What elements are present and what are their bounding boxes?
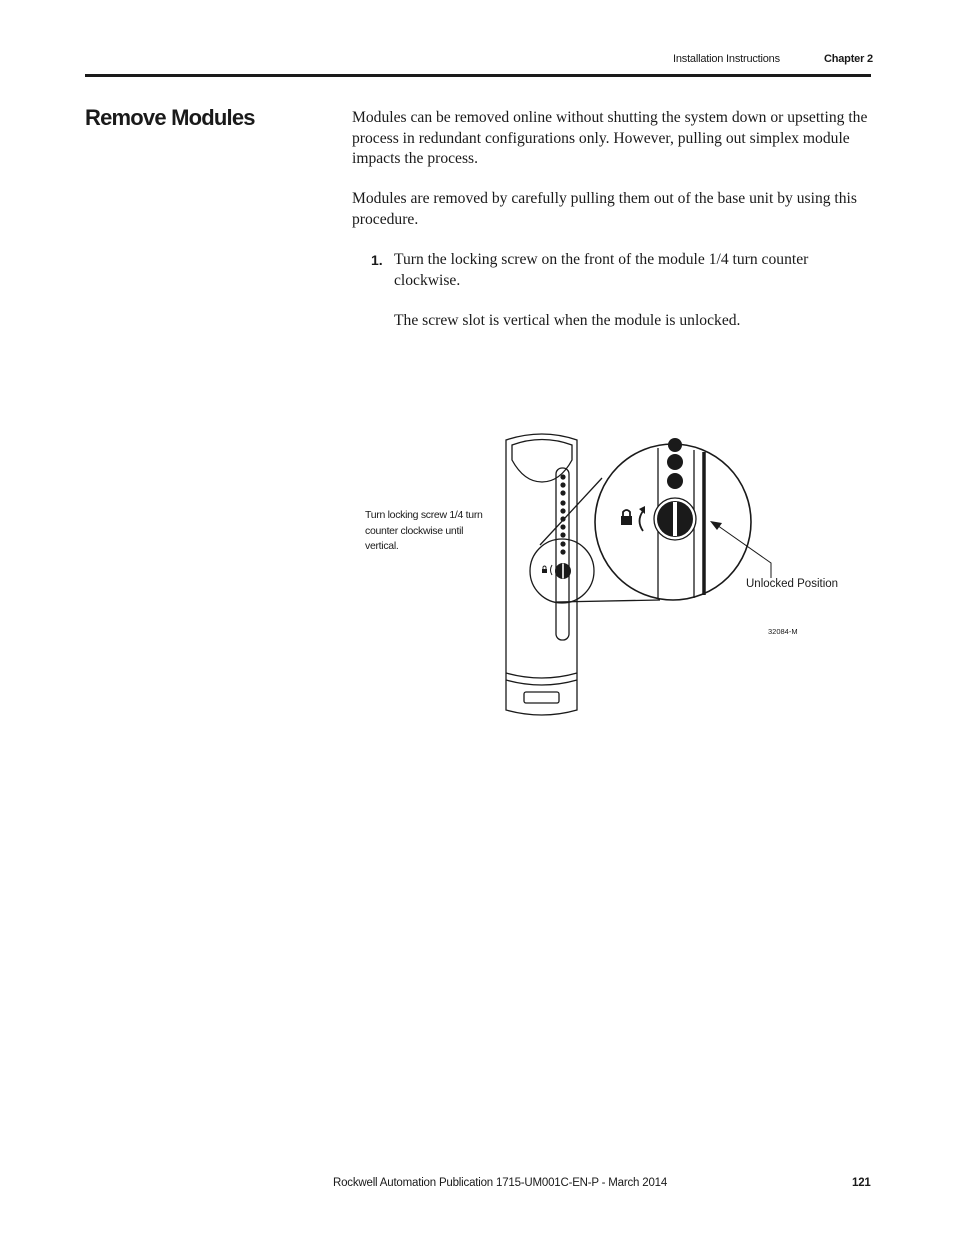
module-illustration <box>360 430 860 720</box>
paragraph-online-removal: Modules can be removed online without shutting the system down or upsetting the process in redundant configurations only. However, pulling out simplex module impacts the process. <box>352 109 868 167</box>
header-rule <box>85 74 871 77</box>
step-note: The screw slot is vertical when the module is unlocked. <box>394 312 741 329</box>
figure-callout: Turn locking screw 1/4 turn counter clockwise until vertical. <box>365 509 483 552</box>
paragraph-procedure-intro: Modules are removed by carefully pulling them out of the base unit by using this procedure. <box>352 190 857 228</box>
figure-id: 32084-M <box>768 627 798 636</box>
footer-publication: Rockwell Automation Publication 1715-UM001C-EN-P - March 2014 <box>333 1177 668 1189</box>
unlocked-position-label: Unlocked Position <box>746 578 839 590</box>
step-number: 1. <box>371 252 383 268</box>
footer-page-number: 121 <box>852 1177 871 1189</box>
module-unlock-figure <box>360 430 860 720</box>
section-title: Remove Modules <box>85 105 255 130</box>
magnified-view <box>595 438 751 600</box>
header-chapter: Chapter 2 <box>824 53 873 65</box>
header-section-name: Installation Instructions <box>673 53 780 65</box>
step-text: Turn the locking screw on the front of the module 1/4 turn counter clockwise. <box>394 251 809 289</box>
